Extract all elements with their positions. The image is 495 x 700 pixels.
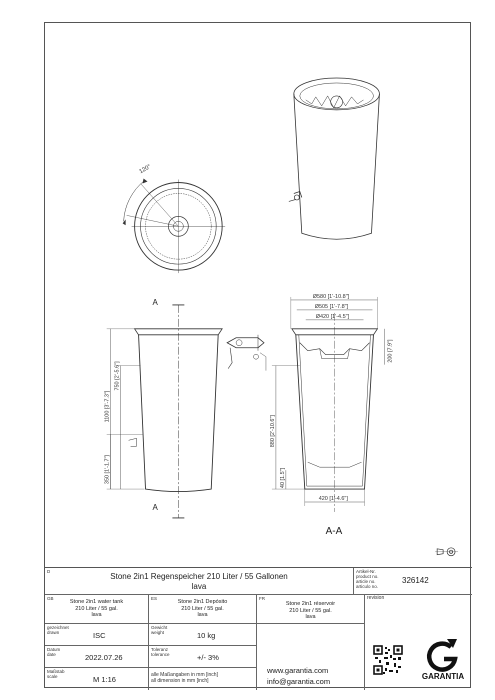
scale-value: M 1:16 bbox=[93, 675, 116, 684]
weight-cell bbox=[149, 624, 257, 646]
dims-note: alle Maßangaben in mm [inch] all dimension in mm [inch] bbox=[151, 672, 218, 684]
section-view bbox=[269, 297, 384, 512]
gb-text: Stone 2in1 water tank 210 Liter / 55 gal. lava bbox=[69, 599, 124, 618]
dim-580: Ø580 [1'-10.8"] bbox=[312, 293, 350, 300]
contact-cell bbox=[257, 624, 365, 690]
es-cell bbox=[149, 595, 257, 624]
projection-symbol-icon bbox=[435, 548, 458, 556]
fr-text: Stone 2in1 réservoir 210 Liter / 55 gal. lava bbox=[285, 601, 336, 620]
weight-label: Gewicht weight bbox=[151, 625, 168, 635]
es-code: ES bbox=[151, 596, 158, 601]
technical-drawing bbox=[45, 23, 470, 558]
tolerance-cell bbox=[149, 646, 257, 668]
es-text: Stone 2in1 Depósito 210 Liter / 55 gal. lava bbox=[177, 599, 228, 618]
dim-350: 350 [1'-1.7"] bbox=[104, 454, 111, 485]
title-block bbox=[45, 567, 472, 690]
email-link[interactable]: info@garantia.com bbox=[267, 677, 331, 686]
section-marker-top: A bbox=[152, 297, 158, 307]
side-view bbox=[104, 305, 222, 518]
weight-value: 10 kg bbox=[197, 631, 216, 640]
gb-cell bbox=[45, 595, 149, 624]
revision-label: revision bbox=[367, 595, 385, 601]
date-label: Datum date bbox=[47, 647, 61, 657]
fr-cell bbox=[257, 595, 365, 624]
drawing-sheet bbox=[44, 22, 471, 688]
de-title-cell bbox=[45, 568, 354, 595]
scale-label: Maßstab scale bbox=[47, 669, 65, 679]
plan-view bbox=[123, 179, 226, 274]
date-value: 2022.07.26 bbox=[85, 653, 123, 662]
article-cell bbox=[354, 568, 472, 595]
drawn-cell bbox=[45, 624, 149, 646]
gb-code: GB bbox=[47, 596, 54, 601]
de-title-line1: Stone 2in1 Regenspeicher 210 Liter / 55 Gallonen bbox=[110, 572, 288, 581]
dim-750: 750 [2'-5.6"] bbox=[114, 361, 121, 391]
dim-420: Ø420 [1'-4.5"] bbox=[315, 313, 350, 320]
article-label: Artikel-Nr. product no. article no. articulo no. bbox=[356, 569, 379, 589]
revision-cell bbox=[365, 595, 472, 690]
brand-name: GARANTIA bbox=[421, 672, 465, 681]
dim-420-bottom: 420 [1'-4.6"] bbox=[318, 496, 348, 503]
dim-1100: 1100 [3'-7.3"] bbox=[104, 390, 111, 423]
section-title: A-A bbox=[325, 525, 343, 537]
angle-label: 120° bbox=[138, 163, 153, 176]
dim-200: 200 [7.9"] bbox=[387, 339, 394, 363]
dim-505: Ø505 [1'-7.8"] bbox=[314, 303, 349, 310]
website-link[interactable]: www.garantia.com bbox=[267, 666, 329, 675]
tolerance-value: +/- 3% bbox=[197, 653, 219, 662]
fr-code: FR bbox=[259, 596, 265, 601]
tank-3d-view bbox=[289, 78, 380, 239]
date-cell bbox=[45, 646, 149, 668]
de-code: D bbox=[47, 569, 51, 574]
dims-note-cell bbox=[149, 668, 257, 690]
drawn-label: gezeichnet drawn bbox=[47, 625, 69, 635]
tolerance-label: Toleranz tolerance bbox=[151, 647, 170, 657]
scale-cell bbox=[45, 668, 149, 690]
dim-880: 880 [2'-10.6"] bbox=[269, 415, 276, 448]
outlet-detail bbox=[227, 335, 266, 371]
qr-code-icon bbox=[373, 645, 403, 675]
dim-40: 40 [1.5"] bbox=[279, 467, 286, 489]
section-marker-bottom: A bbox=[152, 502, 158, 512]
drawn-value: ISC bbox=[93, 631, 106, 640]
article-number: 326142 bbox=[402, 576, 429, 585]
de-title-line2: lava bbox=[191, 582, 207, 591]
garantia-logo bbox=[417, 639, 469, 681]
